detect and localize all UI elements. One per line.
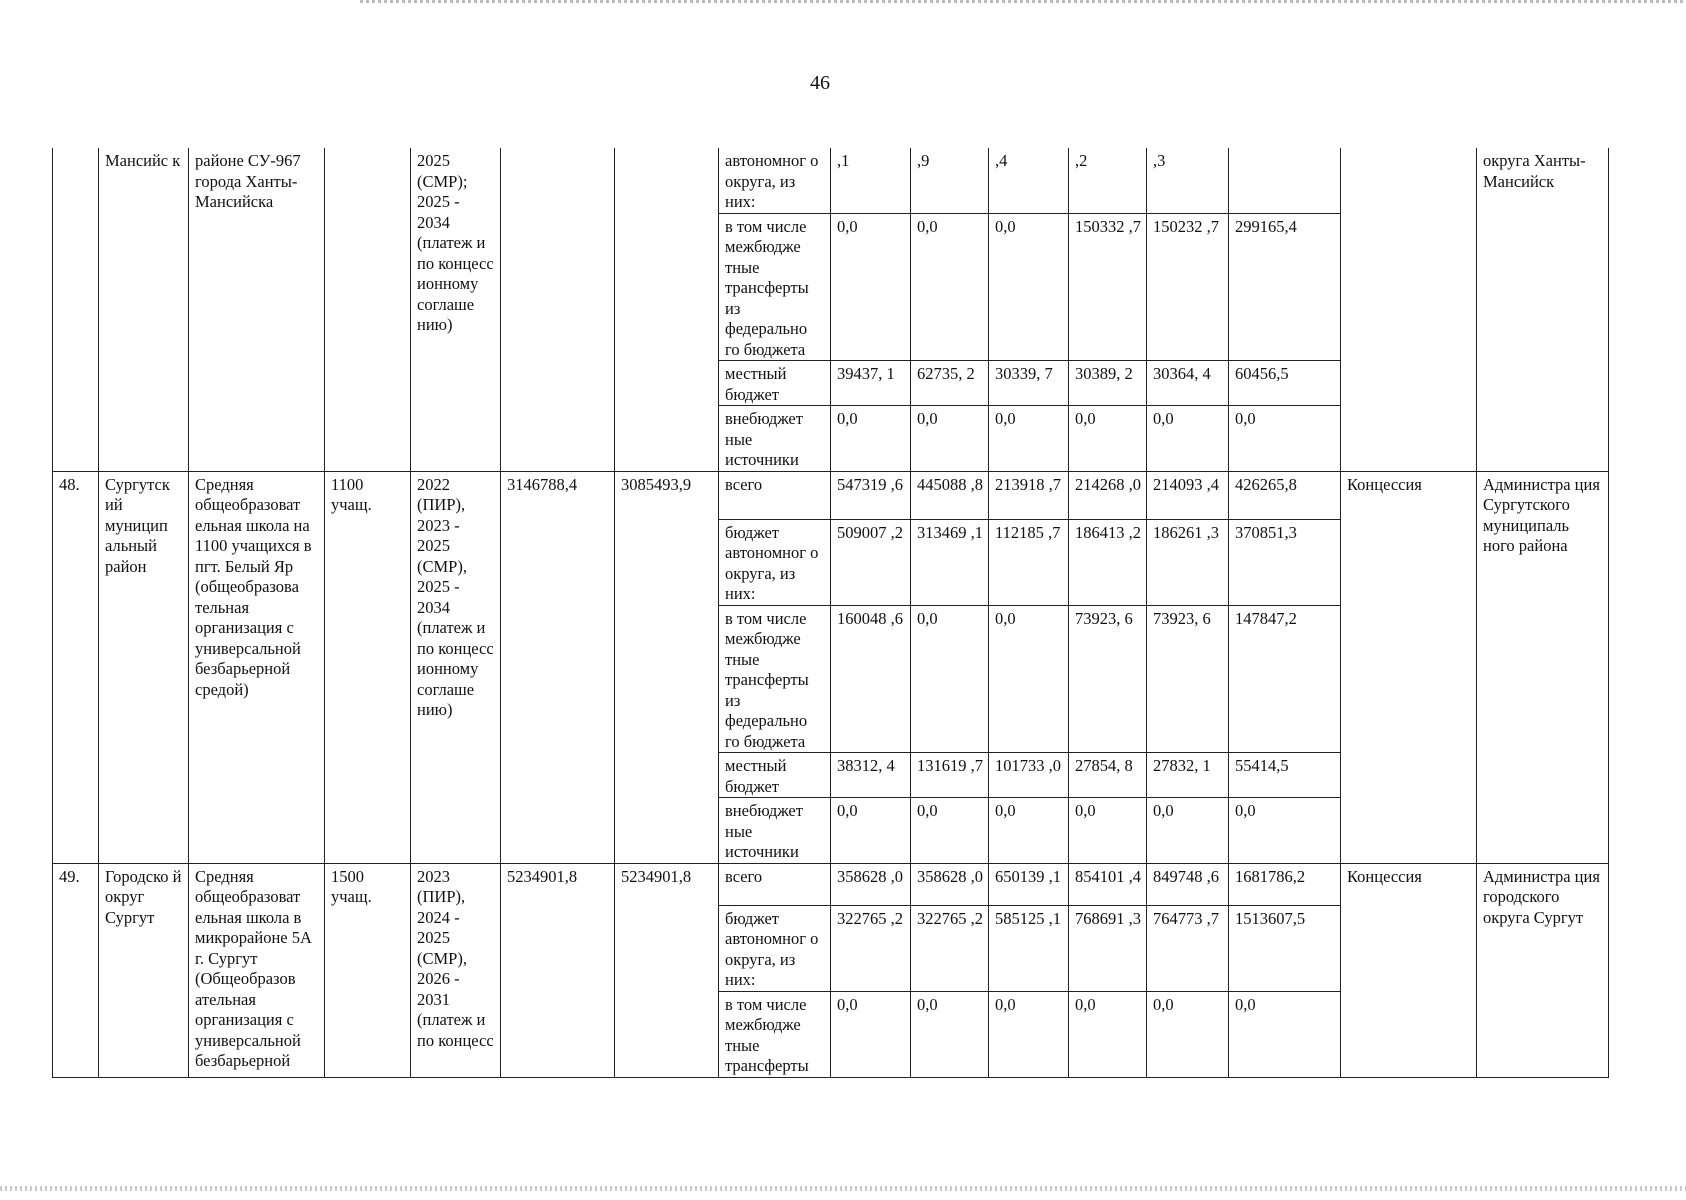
year2-cell: 0,0 bbox=[911, 991, 989, 1077]
year5-cell: 0,0 bbox=[1147, 991, 1229, 1077]
funding-source-cell: местный бюджет bbox=[719, 361, 831, 406]
year5-cell: 150232 ,7 bbox=[1147, 213, 1229, 361]
year4-cell: 768691 ,3 bbox=[1069, 905, 1147, 991]
funding-total-cell: 426265,8 bbox=[1229, 471, 1341, 519]
period-cell: 2025 (СМР); 2025 - 2034 (платеж и по концесс ионному соглаше нию) bbox=[411, 148, 501, 471]
responsible-cell: Администра ция Сургутского муниципаль ного района bbox=[1477, 471, 1609, 863]
year2-cell: 313469 ,1 bbox=[911, 519, 989, 605]
capacity-cell: 1100 учащ. bbox=[325, 471, 411, 863]
cost-remaining-cell: 3085493,9 bbox=[615, 471, 719, 863]
year3-cell: ,4 bbox=[989, 148, 1069, 213]
year4-cell: 186413 ,2 bbox=[1069, 519, 1147, 605]
year1-cell: 547319 ,6 bbox=[831, 471, 911, 519]
year2-cell: 322765 ,2 bbox=[911, 905, 989, 991]
table-row bbox=[53, 471, 1609, 519]
year4-cell: 0,0 bbox=[1069, 798, 1147, 864]
municipality-cell: Сургутск ий муницип альный район bbox=[99, 471, 189, 863]
year3-cell: 0,0 bbox=[989, 213, 1069, 361]
funding-total-cell: 0,0 bbox=[1229, 406, 1341, 472]
page-number: 46 bbox=[810, 72, 830, 94]
scan-edge-bottom bbox=[0, 1186, 1686, 1191]
year2-cell: 62735, 2 bbox=[911, 361, 989, 406]
year4-cell: 150332 ,7 bbox=[1069, 213, 1147, 361]
period-cell: 2023 (ПИР), 2024 - 2025 (СМР), 2026 - 2031 (платеж и по концесс bbox=[411, 863, 501, 1077]
year1-cell: 160048 ,6 bbox=[831, 605, 911, 753]
projects-table bbox=[52, 148, 1609, 1078]
year4-cell: 854101 ,4 bbox=[1069, 863, 1147, 905]
year1-cell: ,1 bbox=[831, 148, 911, 213]
funding-source-cell: местный бюджет bbox=[719, 753, 831, 798]
scan-edge-top bbox=[360, 0, 1686, 3]
municipality-cell: Мансийс к bbox=[99, 148, 189, 471]
municipality-cell: Городско й округ Сургут bbox=[99, 863, 189, 1077]
funding-source-cell: автономног о округа, из них: bbox=[719, 148, 831, 213]
year3-cell: 112185 ,7 bbox=[989, 519, 1069, 605]
funding-total-cell: 55414,5 bbox=[1229, 753, 1341, 798]
year4-cell: 30389, 2 bbox=[1069, 361, 1147, 406]
year1-cell: 0,0 bbox=[831, 213, 911, 361]
year2-cell: 0,0 bbox=[911, 406, 989, 472]
table-row bbox=[53, 863, 1609, 905]
object-name-cell: районе СУ-967 города Ханты-Мансийска bbox=[189, 148, 325, 471]
cost-total-cell: 5234901,8 bbox=[501, 863, 615, 1077]
year5-cell: 0,0 bbox=[1147, 406, 1229, 472]
year2-cell: 131619 ,7 bbox=[911, 753, 989, 798]
year5-cell: 764773 ,7 bbox=[1147, 905, 1229, 991]
table-row bbox=[53, 148, 1609, 213]
year3-cell: 650139 ,1 bbox=[989, 863, 1069, 905]
year1-cell: 509007 ,2 bbox=[831, 519, 911, 605]
year3-cell: 101733 ,0 bbox=[989, 753, 1069, 798]
funding-total-cell: 370851,3 bbox=[1229, 519, 1341, 605]
period-cell: 2022 (ПИР), 2023 - 2025 (СМР), 2025 - 2034 (платеж и по концесс ионному соглаше нию) bbox=[411, 471, 501, 863]
capacity-cell: 1500 учащ. bbox=[325, 863, 411, 1077]
year2-cell: 0,0 bbox=[911, 798, 989, 864]
funding-source-cell: бюджет автономног о округа, из них: bbox=[719, 519, 831, 605]
year1-cell: 322765 ,2 bbox=[831, 905, 911, 991]
funding-total-cell: 1681786,2 bbox=[1229, 863, 1341, 905]
row-number bbox=[53, 148, 99, 471]
mechanism-cell bbox=[1341, 148, 1477, 471]
funding-total-cell bbox=[1229, 148, 1341, 213]
year5-cell: 214093 ,4 bbox=[1147, 471, 1229, 519]
year4-cell: ,2 bbox=[1069, 148, 1147, 213]
funding-total-cell: 0,0 bbox=[1229, 798, 1341, 864]
year3-cell: 0,0 bbox=[989, 605, 1069, 753]
funding-total-cell: 60456,5 bbox=[1229, 361, 1341, 406]
cost-total-cell: 3146788,4 bbox=[501, 471, 615, 863]
year3-cell: 30339, 7 bbox=[989, 361, 1069, 406]
year2-cell: 445088 ,8 bbox=[911, 471, 989, 519]
year1-cell: 0,0 bbox=[831, 406, 911, 472]
cost-total-cell bbox=[501, 148, 615, 471]
funding-source-cell: внебюджет ные источники bbox=[719, 406, 831, 472]
table-body bbox=[53, 148, 1609, 1077]
year4-cell: 27854, 8 bbox=[1069, 753, 1147, 798]
year4-cell: 214268 ,0 bbox=[1069, 471, 1147, 519]
year1-cell: 358628 ,0 bbox=[831, 863, 911, 905]
year3-cell: 213918 ,7 bbox=[989, 471, 1069, 519]
year5-cell: ,3 bbox=[1147, 148, 1229, 213]
cost-remaining-cell: 5234901,8 bbox=[615, 863, 719, 1077]
funding-source-cell: бюджет автономног о округа, из них: bbox=[719, 905, 831, 991]
funding-source-cell: в том числе межбюдже тные трансферты из федерально го бюджета bbox=[719, 213, 831, 361]
mechanism-cell: Концессия bbox=[1341, 471, 1477, 863]
funding-total-cell: 1513607,5 bbox=[1229, 905, 1341, 991]
responsible-cell: округа Ханты-Мансийск bbox=[1477, 148, 1609, 471]
responsible-cell: Администра ция городского округа Сургут bbox=[1477, 863, 1609, 1077]
funding-total-cell: 299165,4 bbox=[1229, 213, 1341, 361]
row-number: 48. bbox=[53, 471, 99, 863]
year5-cell: 73923, 6 bbox=[1147, 605, 1229, 753]
year2-cell: ,9 bbox=[911, 148, 989, 213]
year4-cell: 73923, 6 bbox=[1069, 605, 1147, 753]
year4-cell: 0,0 bbox=[1069, 991, 1147, 1077]
object-name-cell: Средняя общеобразоват ельная школа на 1100 учащихся в пгт. Белый Яр (общеобразова тельная организация с универсальной безбарьерной средой) bbox=[189, 471, 325, 863]
year1-cell: 39437, 1 bbox=[831, 361, 911, 406]
year5-cell: 27832, 1 bbox=[1147, 753, 1229, 798]
year3-cell: 0,0 bbox=[989, 406, 1069, 472]
row-number: 49. bbox=[53, 863, 99, 1077]
funding-source-cell: в том числе межбюдже тные трансферты из федерально го бюджета bbox=[719, 605, 831, 753]
year1-cell: 0,0 bbox=[831, 798, 911, 864]
year2-cell: 0,0 bbox=[911, 605, 989, 753]
year5-cell: 849748 ,6 bbox=[1147, 863, 1229, 905]
year5-cell: 30364, 4 bbox=[1147, 361, 1229, 406]
year4-cell: 0,0 bbox=[1069, 406, 1147, 472]
year1-cell: 0,0 bbox=[831, 991, 911, 1077]
year3-cell: 0,0 bbox=[989, 991, 1069, 1077]
object-name-cell: Средняя общеобразоват ельная школа в микрорайоне 5А г. Сургут (Общеобразов ательная организация с универсальной безбарьерной bbox=[189, 863, 325, 1077]
year1-cell: 38312, 4 bbox=[831, 753, 911, 798]
year2-cell: 0,0 bbox=[911, 213, 989, 361]
year3-cell: 585125 ,1 bbox=[989, 905, 1069, 991]
funding-total-cell: 147847,2 bbox=[1229, 605, 1341, 753]
capacity-cell bbox=[325, 148, 411, 471]
funding-total-cell: 0,0 bbox=[1229, 991, 1341, 1077]
funding-source-cell: всего bbox=[719, 863, 831, 905]
funding-source-cell: внебюджет ные источники bbox=[719, 798, 831, 864]
year5-cell: 186261 ,3 bbox=[1147, 519, 1229, 605]
cost-remaining-cell bbox=[615, 148, 719, 471]
funding-source-cell: всего bbox=[719, 471, 831, 519]
funding-source-cell: в том числе межбюдже тные трансферты bbox=[719, 991, 831, 1077]
year5-cell: 0,0 bbox=[1147, 798, 1229, 864]
year2-cell: 358628 ,0 bbox=[911, 863, 989, 905]
mechanism-cell: Концессия bbox=[1341, 863, 1477, 1077]
year3-cell: 0,0 bbox=[989, 798, 1069, 864]
